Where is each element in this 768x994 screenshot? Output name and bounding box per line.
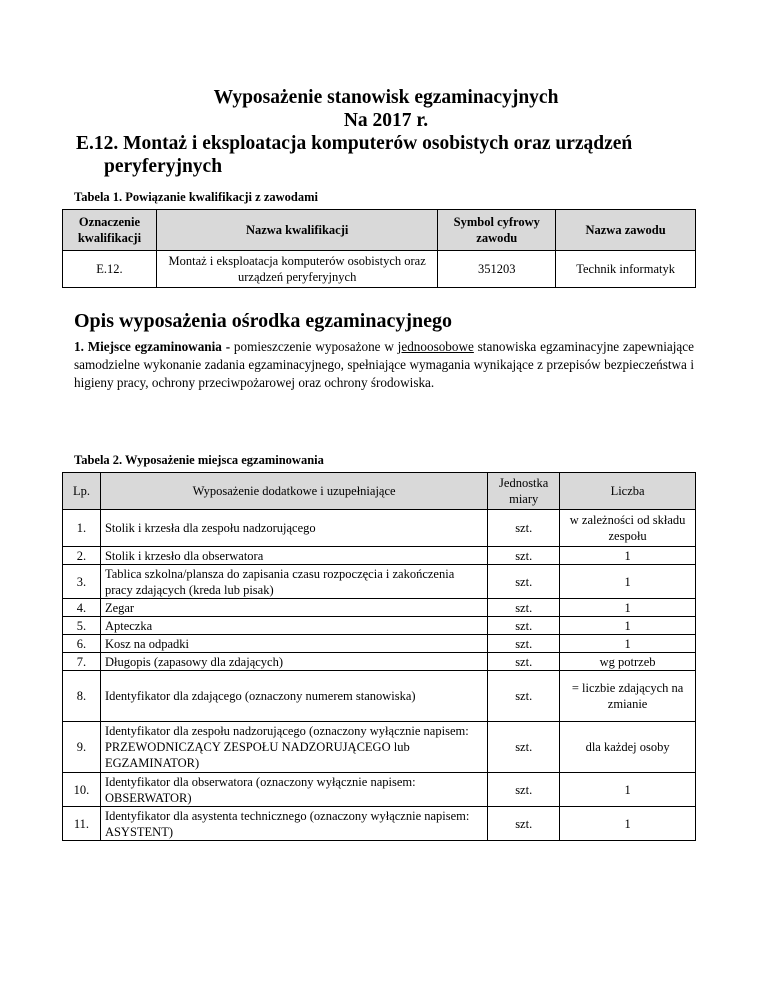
paragraph-text-pre: pomieszczenie wyposażone w	[230, 339, 398, 354]
row-number: 6.	[63, 635, 101, 653]
row-description: Identyfikator dla obserwatora (oznaczony wyłącznie napisem: OBSERWATOR)	[100, 773, 487, 807]
table-row	[63, 807, 696, 841]
row-description: Zegar	[100, 599, 487, 617]
row-number: 5.	[63, 617, 101, 635]
row-unit: szt.	[488, 599, 560, 617]
row-unit: szt.	[488, 635, 560, 653]
table-row	[63, 773, 696, 807]
table2-header-cell: Wyposażenie dodatkowe i uzupełniające	[100, 473, 487, 510]
row-unit: szt.	[488, 773, 560, 807]
row-quantity: dla każdej osoby	[560, 722, 696, 773]
section-paragraph	[74, 338, 694, 392]
title-line-4: peryferyjnych	[104, 156, 223, 177]
row-description: Stolik i krzesło dla obserwatora	[100, 547, 487, 565]
paragraph-text-post: stanowiska egzaminacyjne zapewniające samodzielne wykonanie zadania egzaminacyjnego, spełniające wymagania wynikające z przepisów bezpieczeństwa i higieny pracy, ochrony przeciwpożarowej oraz ochrony środowiska.	[74, 339, 694, 390]
row-number: 7.	[63, 653, 101, 671]
row-quantity: w zależności od składu zespołu	[560, 510, 696, 547]
row-number: 10.	[63, 773, 101, 807]
row-quantity: = liczbie zdających na zmianie	[560, 671, 696, 722]
row-description: Apteczka	[100, 617, 487, 635]
row-number: 9.	[63, 722, 101, 773]
row-unit: szt.	[488, 722, 560, 773]
row-quantity: wg potrzeb	[560, 653, 696, 671]
table-row	[63, 510, 696, 547]
row-unit: szt.	[488, 807, 560, 841]
table2-caption: Tabela 2. Wyposażenie miejsca egzaminowania	[74, 453, 324, 467]
row-number: 8.	[63, 671, 101, 722]
table-row	[63, 251, 696, 288]
table-row	[63, 565, 696, 599]
row-description: Identyfikator dla zdającego (oznaczony numerem stanowiska)	[100, 671, 487, 722]
row-number: 1.	[63, 510, 101, 547]
table-row	[63, 671, 696, 722]
table-row	[63, 599, 696, 617]
table-row	[63, 722, 696, 773]
row-number: 3.	[63, 565, 101, 599]
table-row	[63, 617, 696, 635]
document-title	[76, 86, 696, 178]
table1-cell: Montaż i eksploatacja komputerów osobistych oraz urządzeń peryferyjnych	[156, 251, 437, 288]
table1-cell: E.12.	[63, 251, 157, 288]
table-row	[63, 547, 696, 565]
paragraph-bold-lead: 1. Miejsce egzaminowania -	[74, 339, 231, 354]
table1-header-cell: Nazwa kwalifikacji	[156, 210, 437, 251]
table1-header-cell: Symbol cyfrowy zawodu	[438, 210, 556, 251]
table1-cell: Technik informatyk	[556, 251, 696, 288]
row-unit: szt.	[488, 617, 560, 635]
table1-header-cell: Oznaczenie kwalifikacji	[63, 210, 157, 251]
row-unit: szt.	[488, 653, 560, 671]
row-unit: szt.	[488, 671, 560, 722]
row-unit: szt.	[488, 565, 560, 599]
row-description: Identyfikator dla asystenta technicznego (oznaczony wyłącznie napisem: ASYSTENT)	[100, 807, 487, 841]
row-unit: szt.	[488, 547, 560, 565]
row-description: Identyfikator dla zespołu nadzorującego (oznaczony wyłącznie napisem: PRZEWODNICZĄCY ZESPOŁU NADZORUJĄCEGO lub EGZAMINATOR)	[100, 722, 487, 773]
row-quantity: 1	[560, 547, 696, 565]
table2-header-row	[63, 473, 696, 510]
table2-header-cell: Lp.	[63, 473, 101, 510]
row-description: Tablica szkolna/plansza do zapisania czasu rozpoczęcia i zakończenia pracy zdających (kreda lub pisak)	[100, 565, 487, 599]
row-quantity: 1	[560, 617, 696, 635]
row-quantity: 1	[560, 565, 696, 599]
row-description: Kosz na odpadki	[100, 635, 487, 653]
row-quantity: 1	[560, 807, 696, 841]
row-quantity: 1	[560, 599, 696, 617]
section-heading: Opis wyposażenia ośrodka egzaminacyjnego	[74, 310, 452, 332]
row-quantity: 1	[560, 773, 696, 807]
title-line-2: Na 2017 r.	[343, 110, 429, 131]
table1-header-cell: Nazwa zawodu	[556, 210, 696, 251]
paragraph-underlined-word: jednoosobowe	[397, 339, 474, 354]
title-line-3: E.12. Montaż i eksploatacja komputerów osobistych oraz urządzeń	[76, 133, 633, 154]
title-line-1: Wyposażenie stanowisk egzaminacyjnych	[213, 87, 559, 108]
row-description: Długopis (zapasowy dla zdających)	[100, 653, 487, 671]
table-row	[63, 635, 696, 653]
table2-header-cell: Liczba	[560, 473, 696, 510]
row-number: 2.	[63, 547, 101, 565]
row-quantity: 1	[560, 635, 696, 653]
table1-cell: 351203	[438, 251, 556, 288]
table2-header-cell: Jednostka miary	[488, 473, 560, 510]
table1-header-row	[63, 210, 696, 251]
row-description: Stolik i krzesła dla zespołu nadzorującego	[100, 510, 487, 547]
equipment-table	[62, 472, 696, 841]
row-number: 4.	[63, 599, 101, 617]
row-number: 11.	[63, 807, 101, 841]
row-unit: szt.	[488, 510, 560, 547]
qualification-table	[62, 209, 696, 288]
table1-caption: Tabela 1. Powiązanie kwalifikacji z zawodami	[74, 190, 318, 204]
table-row	[63, 653, 696, 671]
